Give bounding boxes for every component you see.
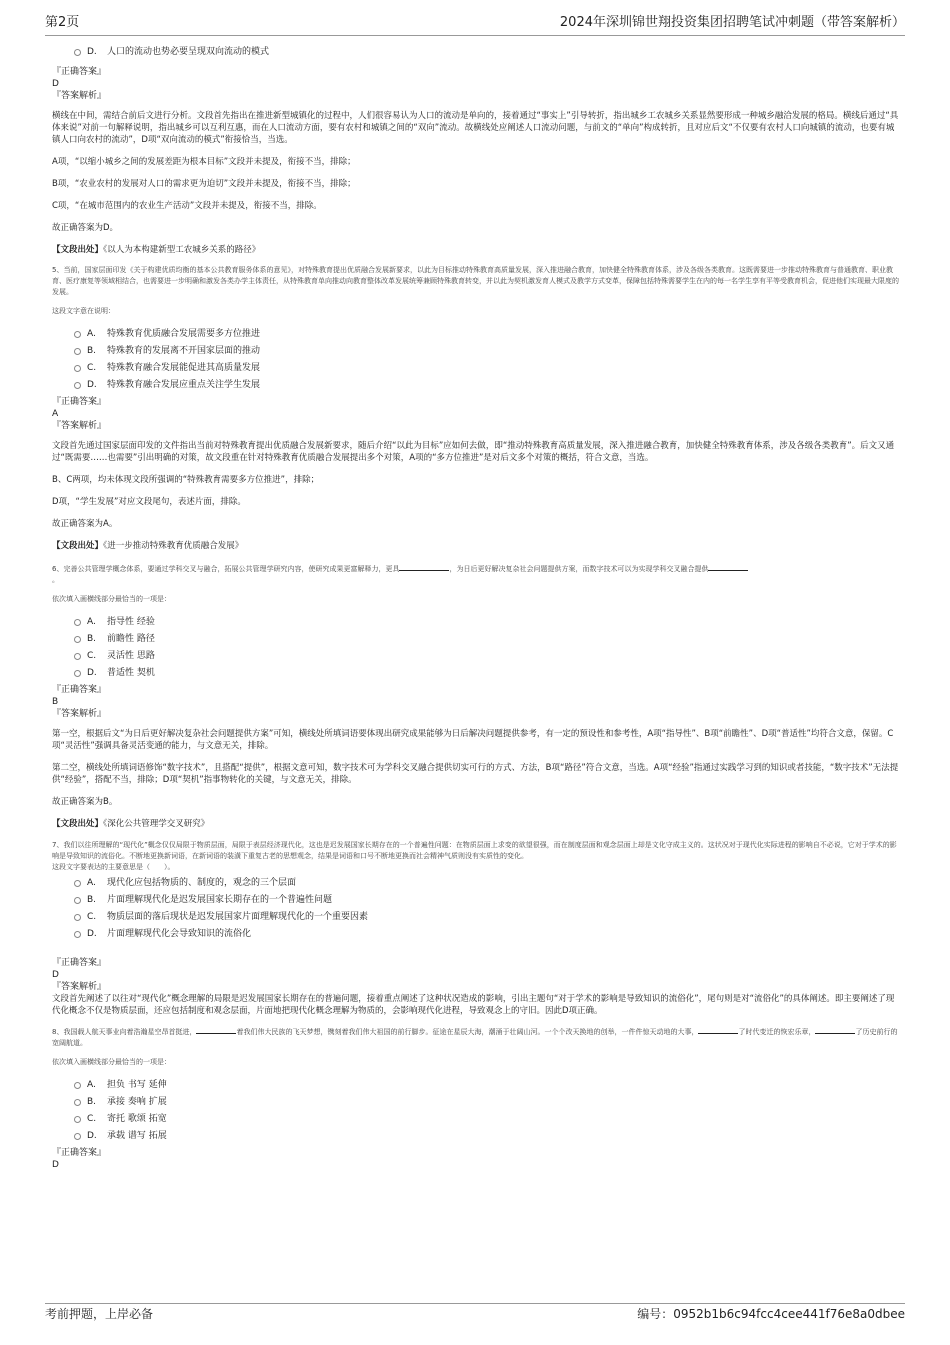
analysis-text: 横线在中间，需结合前后文进行分析。文段首先指出在推进新型城镇化的过程中，人们很容易认为人口的流动是单向的，接着通过“事实上”引导转折，指出城乡工农城乡关系显然要形成一种城乡融洽发展的格局。横线后通过“具体来说”对前一句解释说明，指出城乡可以互利互惠，而在人口流动方面，要有农村和城镇之间的“双向”流动。故横线处应阐述人口流动问题，与前文的“单向”构成转折，且对应后文“不仅要有农村人口向城镇的流动，也要有城镇人口向农村的流动”，D项“双向流动的模式”衔接恰当，当选。 [52, 111, 899, 145]
option-b[interactable]: B. 承接 奏响 扩展 [52, 1094, 902, 1111]
option-c[interactable]: C. 寄托 歌颂 拓宽 [52, 1111, 902, 1128]
radio-icon[interactable] [74, 331, 81, 338]
option-d[interactable]: D. 人口的流动也势必要呈现双向流动的模式 [52, 44, 902, 61]
option-d[interactable]: D. 普适性 契机 [52, 665, 902, 682]
radio-icon[interactable] [74, 636, 81, 643]
option-list [52, 614, 902, 682]
footer-slogan: 考前押题，上岸必备 [45, 1306, 154, 1321]
radio-icon[interactable] [74, 931, 81, 938]
option-a[interactable]: A. 现代化应包括物质的、制度的，观念的三个层面 [52, 875, 902, 892]
answer-conclusion: 故正确答案为D。 [52, 223, 119, 233]
answer-value: B [52, 697, 59, 707]
answer-value: D [52, 79, 59, 89]
analysis-label: 『答案解析』 [52, 709, 107, 719]
option-b[interactable]: B. 特殊教育的发展离不开国家层面的推动 [52, 343, 902, 360]
radio-icon[interactable] [74, 382, 81, 389]
option-c[interactable]: C. 物质层面的落后现状是迟发展国家片面理解现代化的一个重要因素 [52, 909, 902, 926]
option-c[interactable]: C. 特殊教育融合发展能促进其高质量发展 [52, 360, 902, 377]
answer-value: A [52, 409, 59, 419]
fill-blank [698, 1025, 738, 1034]
option-list [52, 1077, 902, 1145]
question-stem: 6、完善公共管理学概念体系，要通过学科交叉与融合，拓展公共管理学研究内容，使研究成果更富解释力，更具 ，为日后更好解决复杂社会问题提供方案，而数字技术可以为实现学科交叉融合提供 。 [52, 562, 902, 586]
radio-icon[interactable] [74, 1133, 81, 1140]
answer-label: 『正确答案』 [52, 685, 107, 695]
option-b[interactable]: B. 前瞻性 路径 [52, 631, 902, 648]
question-prompt: 依次填入画横线部分最恰当的一项是： [52, 595, 171, 603]
answer-value: D [52, 970, 59, 980]
analysis-text: 文段首先通过国家层面印发的文件指出当前对特殊教育提出优质融合发展新要求，随后介绍“以此为目标”应如何去做，即“推动特殊教育高质量发展，深入推进融合教育，加快健全特殊教育体系，涉及各级各类教育”。后文又通过“既需要……也需要”引出明确的对策，故文段重在针对特殊教育优质融合发展提出多个对策，A项的“多方位推进”是对后文多个对策的概括，符合文意，当选。 [52, 441, 895, 463]
document-title: 2024年深圳锦世翔投资集团招聘笔试冲刺题（带答案解析） [559, 15, 905, 30]
page-footer [45, 1303, 905, 1323]
page-number: 第2页 [45, 15, 80, 30]
analysis-label: 『答案解析』 [52, 421, 107, 431]
radio-icon[interactable] [74, 49, 81, 56]
option-list [52, 326, 902, 394]
radio-icon[interactable] [74, 880, 81, 887]
fill-blank [708, 562, 748, 571]
analysis-line: B项，“农业农村的发展对人口的需求更为迫切”文段并未提及，衔接不当，排除； [52, 179, 356, 189]
analysis-label: 『答案解析』 [52, 91, 107, 101]
fill-blank [815, 1025, 855, 1034]
radio-icon[interactable] [74, 619, 81, 626]
radio-icon[interactable] [74, 670, 81, 677]
radio-icon[interactable] [74, 1116, 81, 1123]
question-prompt: 这段文字要表达的主要意思是（ ）。 [52, 863, 175, 871]
question-stem: 8、我国载人航天事业向着浩瀚星空昂首挺进， 着我们伟大民族的飞天梦想，镌刻着我们伟大祖国的前行脚步。征途在星辰大海，潮涌于壮阔山河。一个个改天换地的创举，一件件惊天动地的大事， 了时代变迁的恢宏乐章， 了历史前行的宽阔航道。 [52, 1025, 902, 1049]
fill-blank [196, 1025, 236, 1034]
answer-label: 『正确答案』 [52, 958, 107, 968]
option-d[interactable]: D. 承载 谱写 拓展 [52, 1128, 902, 1145]
radio-icon[interactable] [74, 914, 81, 921]
radio-icon[interactable] [74, 365, 81, 372]
option-c[interactable]: C. 灵活性 思路 [52, 648, 902, 665]
radio-icon[interactable] [74, 348, 81, 355]
answer-value: D [52, 1160, 59, 1170]
radio-icon[interactable] [74, 653, 81, 660]
page-header [45, 14, 905, 36]
radio-icon[interactable] [74, 897, 81, 904]
option-b[interactable]: B. 片面理解现代化是迟发展国家长期存在的一个普遍性问题 [52, 892, 902, 909]
option-a[interactable]: A. 特殊教育优质融合发展需要多方位推进 [52, 326, 902, 343]
question-stem: 5、当前，国家层面印发《关于构建优质均衡的基本公共教育服务体系的意见》，对特殊教育提出优质融合发展新要求，以此为目标推动特殊教育高质量发展，深入推进融合教育，加快健全特殊教育体系，涉及各级各类教育。这既需要进一步推动特殊教育与普通教育、职业教育、医疗康复等领域相结合，也需要进一步明确和激发各类办学主体责任，从特殊教育单向推动向教育整体改革发展统筹兼顾特殊教育转变，并以此为契机激发育人模式及教学方式变革，保障包括特殊需要学生在内的每一名学生享有平等受教育机会，促进他们实现最大限度的发展。 [52, 266, 899, 296]
answer-label: 『正确答案』 [52, 1148, 107, 1158]
radio-icon[interactable] [74, 1099, 81, 1106]
analysis-label: 『答案解析』 [52, 982, 107, 992]
analysis-text: 第一空，根据后文“为日后更好解决复杂社会问题提供方案”可知，横线处所填词语要体现出研究成果能够为日后解决问题提供参考，有一定的预设性和参考性，A项“指导性”、B项“前瞻性”、D项“普适性”均符合文意，保留。C项“灵活性”强调具备灵活变通的能力，与文意无关，排除。 [52, 729, 894, 751]
question-stem: 7、我们以往所理解的“现代化”概念仅仅局限于物质层面，局限于表层经济现代化，这也是迟发展国家长期存在的一个普遍性问题：在物质层面上求变的欲望很强，而在制度层面和观念层面上却是文化守成主义的。这状况对于现代化实际进程的影响自不必说，它对于学术的影响是导致知识的流俗化。不断地更换新词语，在新词语的装潢下重复古老的思想观念，结果是词语和口号不断地更换而社会精神气质则没有实质性的变化。 [52, 841, 897, 860]
option-d[interactable]: D. 片面理解现代化会导致知识的流俗化 [52, 926, 902, 943]
option-a[interactable]: A. 指导性 经验 [52, 614, 902, 631]
analysis-line: D项，“学生发展”对应文段尾句，表述片面，排除。 [52, 497, 246, 507]
question-prompt: 依次填入画横线部分最恰当的一项是： [52, 1058, 171, 1066]
analysis-line: B、C两项，均未体现文段所强调的“特殊教育需要多方位推进”，排除； [52, 475, 320, 485]
source-line: 【文段出处】《深化公共管理学交叉研究》 [52, 819, 210, 829]
analysis-text: 文段首先阐述了以往对“现代化”概念理解的局限是迟发展国家长期存在的普遍问题，接着重点阐述了这种状况造成的影响，引出主题句“对于学术的影响是导致知识的流俗化”，尾句则是对“流俗化”的具体阐述。即主要阐述了现代化概念不仅是物质层面，还应包括制度和观念层面，片面地把现代化概念理解为物质的，会影响现代化进程，导致观念上的守旧。因此D项正确。 [52, 994, 895, 1016]
source-line: 【文段出处】《进一步推动特殊教育优质融合发展》 [52, 541, 244, 551]
answer-conclusion: 故正确答案为B。 [52, 797, 118, 807]
fill-blank [399, 562, 449, 571]
analysis-line: A项，“以缩小城乡之间的发展差距为根本目标”文段并未提及，衔接不当，排除； [52, 157, 356, 167]
option-d[interactable]: D. 特殊教育融合发展应重点关注学生发展 [52, 377, 902, 394]
option-a[interactable]: A. 担负 书写 延伸 [52, 1077, 902, 1094]
answer-label: 『正确答案』 [52, 67, 107, 77]
document-id: 编号：0952b1b6c94fcc4cee441f76e8a0dbee [637, 1306, 905, 1321]
radio-icon[interactable] [74, 1082, 81, 1089]
analysis-text: 第二空，横线处所填词语修饰“数字技术”，且搭配“提供”，根据文意可知，数字技术可为学科交叉融合提供切实可行的方式、方法，B项“路径”符合文意，当选。A项“经验”指通过实践学习到的知识或者技能，“数字技术”无法提供“经验”，搭配不当，排除；D项“契机”指事物转化的关键，与文意无关，排除。 [52, 763, 899, 785]
source-line: 【文段出处】《以人为本构建新型工农城乡关系的路径》 [52, 245, 261, 255]
document-body [52, 44, 902, 1171]
answer-label: 『正确答案』 [52, 397, 107, 407]
question-prompt: 这段文字意在说明： [52, 307, 115, 315]
answer-conclusion: 故正确答案为A。 [52, 519, 118, 529]
option-list [52, 875, 902, 943]
analysis-line: C项，“在城市范围内的农业生产活动”文段并未提及，衔接不当，排除。 [52, 201, 322, 211]
